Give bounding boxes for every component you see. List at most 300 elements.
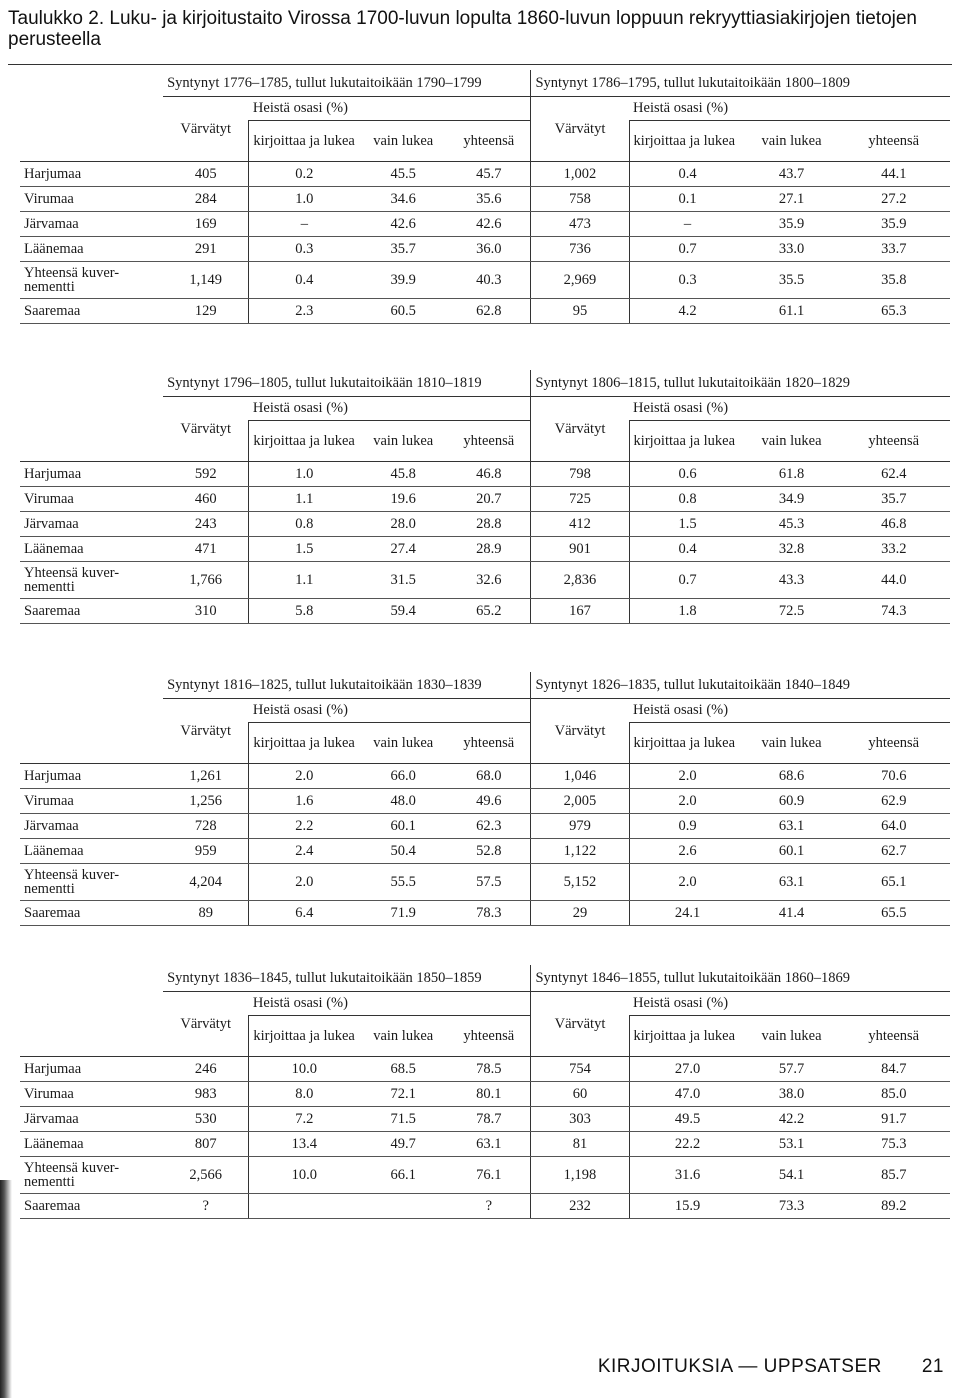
cell-value: 63.1 — [447, 1132, 531, 1157]
cohort-left-header: Syntynyt 1836–1845, tullut lukutaitoikään 1850–1859 — [163, 965, 531, 992]
row-label: Virumaa — [20, 187, 163, 212]
cell-value: 243 — [163, 512, 249, 537]
cell-value: 47.0 — [629, 1082, 746, 1107]
cell-value: 959 — [163, 839, 249, 864]
col-header-kirjoittaa: kirjoittaa ja lukea — [249, 1016, 359, 1057]
varvatyt-header: Värvätyt — [531, 699, 629, 764]
cell-value: – — [249, 212, 359, 237]
table-row — [20, 764, 950, 789]
row-label: Järvamaa — [20, 212, 163, 237]
cell-value: 1.6 — [249, 789, 359, 814]
cell-value: 34.9 — [746, 487, 838, 512]
cell-value: 43.3 — [746, 562, 838, 599]
cell-value: 49.6 — [447, 789, 531, 814]
cell-value: 0.4 — [629, 537, 746, 562]
cell-value: 44.1 — [838, 162, 950, 187]
cell-value: 81 — [531, 1132, 629, 1157]
row-label-header — [20, 70, 163, 97]
cell-value — [359, 1194, 447, 1219]
table-block — [20, 370, 950, 624]
cell-value: 65.2 — [447, 599, 531, 624]
table-row — [20, 789, 950, 814]
cohort-left-header: Syntynyt 1816–1825, tullut lukutaitoikään 1830–1839 — [163, 672, 531, 699]
row-label: Läänemaa — [20, 537, 163, 562]
heista-header: Heistä osasi (%) — [249, 397, 531, 421]
cell-value: 35.7 — [838, 487, 950, 512]
cell-value: 45.8 — [359, 462, 447, 487]
cell-value: 6.4 — [249, 901, 359, 926]
row-label-header — [20, 965, 163, 992]
cell-value: 75.3 — [838, 1132, 950, 1157]
cell-value: 61.1 — [746, 299, 838, 324]
row-label: Yhteensä kuver-nementti — [20, 864, 163, 901]
cell-value: 1.5 — [629, 512, 746, 537]
table-row — [20, 901, 950, 926]
cell-value: 76.1 — [447, 1157, 531, 1194]
cell-value: 7.2 — [249, 1107, 359, 1132]
cell-value: 405 — [163, 162, 249, 187]
cell-value: 460 — [163, 487, 249, 512]
cell-value: – — [629, 212, 746, 237]
cell-value: 1.1 — [249, 562, 359, 599]
table-block — [20, 70, 950, 324]
cell-value: 60.9 — [746, 789, 838, 814]
cell-value: 35.6 — [447, 187, 531, 212]
cell-value: 807 — [163, 1132, 249, 1157]
row-label: Läänemaa — [20, 839, 163, 864]
col-header-vain: vain lukea — [359, 723, 447, 764]
cell-value: 65.5 — [838, 901, 950, 926]
cell-value: 2.3 — [249, 299, 359, 324]
cell-value: 72.5 — [746, 599, 838, 624]
cell-value: 68.5 — [359, 1057, 447, 1082]
page-number: 21 — [921, 1356, 944, 1377]
cell-value: 232 — [531, 1194, 629, 1219]
page-footer — [598, 1356, 944, 1378]
cell-value: 2.6 — [629, 839, 746, 864]
cell-value: 46.8 — [838, 512, 950, 537]
cell-value: 33.0 — [746, 237, 838, 262]
table-block — [20, 672, 950, 926]
cell-value: 74.3 — [838, 599, 950, 624]
cell-value: ? — [447, 1194, 531, 1219]
cell-value: 62.3 — [447, 814, 531, 839]
cell-value: 89.2 — [838, 1194, 950, 1219]
cell-value: 62.8 — [447, 299, 531, 324]
col-header-kirjoittaa: kirjoittaa ja lukea — [629, 421, 746, 462]
cell-value: 95 — [531, 299, 629, 324]
cell-value: 60.1 — [359, 814, 447, 839]
cell-value: 0.6 — [629, 462, 746, 487]
cell-value: 45.7 — [447, 162, 531, 187]
col-header-kirjoittaa: kirjoittaa ja lukea — [249, 121, 359, 162]
cell-value: 27.1 — [746, 187, 838, 212]
row-label: Virumaa — [20, 1082, 163, 1107]
cell-value: 0.4 — [629, 162, 746, 187]
cell-value: 2.0 — [629, 864, 746, 901]
cell-value: 80.1 — [447, 1082, 531, 1107]
cohort-left-header: Syntynyt 1796–1805, tullut lukutaitoikään 1810–1819 — [163, 370, 531, 397]
cell-value: 31.6 — [629, 1157, 746, 1194]
cell-value: 5,152 — [531, 864, 629, 901]
cohort-right-header: Syntynyt 1786–1795, tullut lukutaitoikään 1800–1809 — [531, 70, 950, 97]
cell-value: 71.9 — [359, 901, 447, 926]
cell-value: 64.0 — [838, 814, 950, 839]
cell-value: 68.6 — [746, 764, 838, 789]
data-table — [20, 672, 950, 926]
row-label-header — [20, 1016, 163, 1057]
cell-value: 27.2 — [838, 187, 950, 212]
row-label: Järvamaa — [20, 814, 163, 839]
table-block — [20, 965, 950, 1219]
cell-value: 725 — [531, 487, 629, 512]
cell-value: 38.0 — [746, 1082, 838, 1107]
cell-value: 1,149 — [163, 262, 249, 299]
cell-value: 59.4 — [359, 599, 447, 624]
cell-value: 33.7 — [838, 237, 950, 262]
cell-value: 27.4 — [359, 537, 447, 562]
cell-value: 46.8 — [447, 462, 531, 487]
cell-value: 1.5 — [249, 537, 359, 562]
cell-value: 66.0 — [359, 764, 447, 789]
cell-value: 4,204 — [163, 864, 249, 901]
col-header-kirjoittaa: kirjoittaa ja lukea — [249, 421, 359, 462]
cell-value: 0.8 — [629, 487, 746, 512]
cell-value: 983 — [163, 1082, 249, 1107]
cell-value: 72.1 — [359, 1082, 447, 1107]
cell-value: 530 — [163, 1107, 249, 1132]
row-label: Yhteensä kuver-nementti — [20, 562, 163, 599]
cell-value: 50.4 — [359, 839, 447, 864]
row-label: Saaremaa — [20, 1194, 163, 1219]
col-header-vain: vain lukea — [359, 121, 447, 162]
heista-header: Heistä osasi (%) — [629, 992, 950, 1016]
cell-value: 34.6 — [359, 187, 447, 212]
cell-value: 78.3 — [447, 901, 531, 926]
cell-value: 303 — [531, 1107, 629, 1132]
cell-value: 4.2 — [629, 299, 746, 324]
table-row — [20, 1132, 950, 1157]
cell-value: 62.4 — [838, 462, 950, 487]
cell-value: 45.3 — [746, 512, 838, 537]
cell-value: 42.2 — [746, 1107, 838, 1132]
cell-value: 1,122 — [531, 839, 629, 864]
cell-value: 62.7 — [838, 839, 950, 864]
cell-value: ? — [163, 1194, 249, 1219]
cell-value: 1,198 — [531, 1157, 629, 1194]
cell-value: 65.1 — [838, 864, 950, 901]
col-header-yhteensa: yhteensä — [838, 421, 950, 462]
table-row — [20, 537, 950, 562]
cell-value: 2,566 — [163, 1157, 249, 1194]
table-row — [20, 487, 950, 512]
col-header-yhteensa: yhteensä — [447, 1016, 531, 1057]
row-label: Läänemaa — [20, 237, 163, 262]
row-label: Järvamaa — [20, 1107, 163, 1132]
cell-value: 291 — [163, 237, 249, 262]
cell-value: 0.7 — [629, 237, 746, 262]
cell-value: 32.6 — [447, 562, 531, 599]
cell-value: 0.2 — [249, 162, 359, 187]
table-row — [20, 562, 950, 599]
table-row — [20, 237, 950, 262]
row-label: Harjumaa — [20, 162, 163, 187]
cell-value: 39.9 — [359, 262, 447, 299]
cell-value: 167 — [531, 599, 629, 624]
col-header-vain: vain lukea — [746, 121, 838, 162]
col-header-yhteensa: yhteensä — [838, 1016, 950, 1057]
row-label: Saaremaa — [20, 901, 163, 926]
cohort-right-header: Syntynyt 1806–1815, tullut lukutaitoikään 1820–1829 — [531, 370, 950, 397]
cell-value: 35.7 — [359, 237, 447, 262]
cell-value: 91.7 — [838, 1107, 950, 1132]
cell-value: 0.7 — [629, 562, 746, 599]
data-table — [20, 370, 950, 624]
cell-value: 45.5 — [359, 162, 447, 187]
cell-value: 979 — [531, 814, 629, 839]
cell-value: 1.0 — [249, 462, 359, 487]
scan-edge-shadow — [0, 1180, 12, 1398]
col-header-vain: vain lukea — [359, 421, 447, 462]
cell-value: 40.3 — [447, 262, 531, 299]
cell-value: 0.4 — [249, 262, 359, 299]
footer-text: KIRJOITUKSIA — UPPSATSER — [597, 1356, 882, 1377]
cell-value: 2.0 — [249, 864, 359, 901]
cell-value: 2.0 — [249, 764, 359, 789]
cell-value: 43.7 — [746, 162, 838, 187]
cell-value: 0.3 — [629, 262, 746, 299]
varvatyt-header: Värvätyt — [180, 722, 232, 739]
cohort-left-header: Syntynyt 1776–1785, tullut lukutaitoikään 1790–1799 — [163, 70, 531, 97]
col-header-yhteensa: yhteensä — [447, 421, 531, 462]
heista-header: Heistä osasi (%) — [629, 397, 950, 421]
cell-value: 0.3 — [249, 237, 359, 262]
title-divider — [8, 64, 952, 65]
table-row — [20, 187, 950, 212]
table-row — [20, 599, 950, 624]
row-label: Harjumaa — [20, 764, 163, 789]
row-label: Yhteensä kuver-nementti — [20, 262, 163, 299]
table-row — [20, 299, 950, 324]
cell-value: 1,766 — [163, 562, 249, 599]
cell-value: 2,005 — [531, 789, 629, 814]
cell-value: 42.6 — [359, 212, 447, 237]
row-label: Harjumaa — [20, 1057, 163, 1082]
row-label-header — [20, 97, 163, 121]
cell-value: 41.4 — [746, 901, 838, 926]
cell-value: 129 — [163, 299, 249, 324]
row-label: Yhteensä kuver-nementti — [20, 1157, 163, 1194]
table-row — [20, 262, 950, 299]
row-label: Saaremaa — [20, 599, 163, 624]
row-label: Harjumaa — [20, 462, 163, 487]
cell-value: 22.2 — [629, 1132, 746, 1157]
cell-value: 1,256 — [163, 789, 249, 814]
cell-value: 85.7 — [838, 1157, 950, 1194]
cell-value: 44.0 — [838, 562, 950, 599]
row-label-header — [20, 397, 163, 421]
cell-value: 61.8 — [746, 462, 838, 487]
row-label-header — [20, 121, 163, 162]
cell-value: 29 — [531, 901, 629, 926]
cell-value: 471 — [163, 537, 249, 562]
cell-value: 13.4 — [249, 1132, 359, 1157]
cell-value: 592 — [163, 462, 249, 487]
table-row — [20, 1194, 950, 1219]
cell-value: 57.7 — [746, 1057, 838, 1082]
cell-value: 54.1 — [746, 1157, 838, 1194]
cell-value: 284 — [163, 187, 249, 212]
varvatyt-header: Värvätyt — [180, 1015, 232, 1032]
cell-value: 28.9 — [447, 537, 531, 562]
cohort-right-header: Syntynyt 1846–1855, tullut lukutaitoikään 1860–1869 — [531, 965, 950, 992]
row-label: Saaremaa — [20, 299, 163, 324]
table-row — [20, 814, 950, 839]
cell-value: 60.1 — [746, 839, 838, 864]
cell-value: 35.9 — [746, 212, 838, 237]
table-row — [20, 864, 950, 901]
cell-value: 1,046 — [531, 764, 629, 789]
cell-value: 48.0 — [359, 789, 447, 814]
row-label-header — [20, 699, 163, 723]
cell-value: 85.0 — [838, 1082, 950, 1107]
cell-value: 36.0 — [447, 237, 531, 262]
cell-value: 55.5 — [359, 864, 447, 901]
cell-value: 2,836 — [531, 562, 629, 599]
col-header-vain: vain lukea — [359, 1016, 447, 1057]
row-label-header — [20, 370, 163, 397]
data-table — [20, 70, 950, 324]
cell-value: 66.1 — [359, 1157, 447, 1194]
col-header-yhteensa: yhteensä — [838, 121, 950, 162]
cell-value: 49.7 — [359, 1132, 447, 1157]
table-row — [20, 839, 950, 864]
col-header-yhteensa: yhteensä — [838, 723, 950, 764]
cell-value: 2.2 — [249, 814, 359, 839]
col-header-kirjoittaa: kirjoittaa ja lukea — [629, 121, 746, 162]
varvatyt-header: Värvätyt — [531, 992, 629, 1057]
cell-value: 2,969 — [531, 262, 629, 299]
row-label: Järvamaa — [20, 512, 163, 537]
col-header-kirjoittaa: kirjoittaa ja lukea — [249, 723, 359, 764]
cell-value: 728 — [163, 814, 249, 839]
cell-value: 736 — [531, 237, 629, 262]
cell-value: 1,261 — [163, 764, 249, 789]
cell-value: 473 — [531, 212, 629, 237]
table-row — [20, 212, 950, 237]
cell-value: 2.0 — [629, 789, 746, 814]
table-row — [20, 162, 950, 187]
cell-value: 60.5 — [359, 299, 447, 324]
table-row — [20, 1082, 950, 1107]
cell-value: 78.5 — [447, 1057, 531, 1082]
row-label: Läänemaa — [20, 1132, 163, 1157]
heista-header: Heistä osasi (%) — [249, 992, 531, 1016]
row-label: Virumaa — [20, 789, 163, 814]
cell-value: 246 — [163, 1057, 249, 1082]
cell-value: 52.8 — [447, 839, 531, 864]
row-label-header — [20, 992, 163, 1016]
cell-value: 20.7 — [447, 487, 531, 512]
cell-value: 31.5 — [359, 562, 447, 599]
data-table — [20, 965, 950, 1219]
col-header-vain: vain lukea — [746, 421, 838, 462]
cell-value: 5.8 — [249, 599, 359, 624]
varvatyt-header: Värvätyt — [180, 120, 232, 137]
col-header-kirjoittaa: kirjoittaa ja lukea — [629, 723, 746, 764]
cell-value: 1.0 — [249, 187, 359, 212]
heista-header: Heistä osasi (%) — [629, 97, 950, 121]
cell-value: 798 — [531, 462, 629, 487]
row-label-header — [20, 672, 163, 699]
varvatyt-header: Värvätyt — [531, 97, 629, 162]
cell-value: 78.7 — [447, 1107, 531, 1132]
cell-value: 2.0 — [629, 764, 746, 789]
cell-value: 754 — [531, 1057, 629, 1082]
cell-value: 1.1 — [249, 487, 359, 512]
cell-value: 28.0 — [359, 512, 447, 537]
cell-value: 53.1 — [746, 1132, 838, 1157]
table-row — [20, 512, 950, 537]
cell-value: 35.9 — [838, 212, 950, 237]
cell-value: 169 — [163, 212, 249, 237]
col-header-vain: vain lukea — [746, 723, 838, 764]
table-row — [20, 1057, 950, 1082]
cell-value: 8.0 — [249, 1082, 359, 1107]
cell-value: 65.3 — [838, 299, 950, 324]
cell-value: 27.0 — [629, 1057, 746, 1082]
col-header-vain: vain lukea — [746, 1016, 838, 1057]
table-row — [20, 1107, 950, 1132]
cell-value: 35.8 — [838, 262, 950, 299]
table-title: Taulukko 2. Luku- ja kirjoitustaito Virossa 1700-luvun lopulta 1860-luvun loppuun rekryyttiasiakirjojen tietojen perusteella — [8, 8, 918, 50]
col-header-kirjoittaa: kirjoittaa ja lukea — [629, 1016, 746, 1057]
cell-value: 1.8 — [629, 599, 746, 624]
cell-value: 68.0 — [447, 764, 531, 789]
cell-value: 1,002 — [531, 162, 629, 187]
cell-value: 28.8 — [447, 512, 531, 537]
varvatyt-header: Värvätyt — [531, 397, 629, 462]
cell-value: 412 — [531, 512, 629, 537]
row-label: Virumaa — [20, 487, 163, 512]
cell-value: 73.3 — [746, 1194, 838, 1219]
row-label-header — [20, 723, 163, 764]
cell-value: 15.9 — [629, 1194, 746, 1219]
cell-value: 63.1 — [746, 814, 838, 839]
table-row — [20, 1157, 950, 1194]
cell-value: 10.0 — [249, 1157, 359, 1194]
cell-value: 49.5 — [629, 1107, 746, 1132]
cohort-right-header: Syntynyt 1826–1835, tullut lukutaitoikään 1840–1849 — [531, 672, 950, 699]
col-header-yhteensa: yhteensä — [447, 723, 531, 764]
table-row — [20, 462, 950, 487]
cell-value: 310 — [163, 599, 249, 624]
heista-header: Heistä osasi (%) — [629, 699, 950, 723]
cell-value: 758 — [531, 187, 629, 212]
cell-value: 89 — [163, 901, 249, 926]
cell-value — [249, 1194, 359, 1219]
cell-value: 901 — [531, 537, 629, 562]
cell-value: 42.6 — [447, 212, 531, 237]
col-header-yhteensa: yhteensä — [447, 121, 531, 162]
cell-value: 24.1 — [629, 901, 746, 926]
row-label-header — [20, 421, 163, 462]
cell-value: 35.5 — [746, 262, 838, 299]
cell-value: 0.1 — [629, 187, 746, 212]
varvatyt-header: Värvätyt — [180, 420, 232, 437]
cell-value: 63.1 — [746, 864, 838, 901]
heista-header: Heistä osasi (%) — [249, 97, 531, 121]
